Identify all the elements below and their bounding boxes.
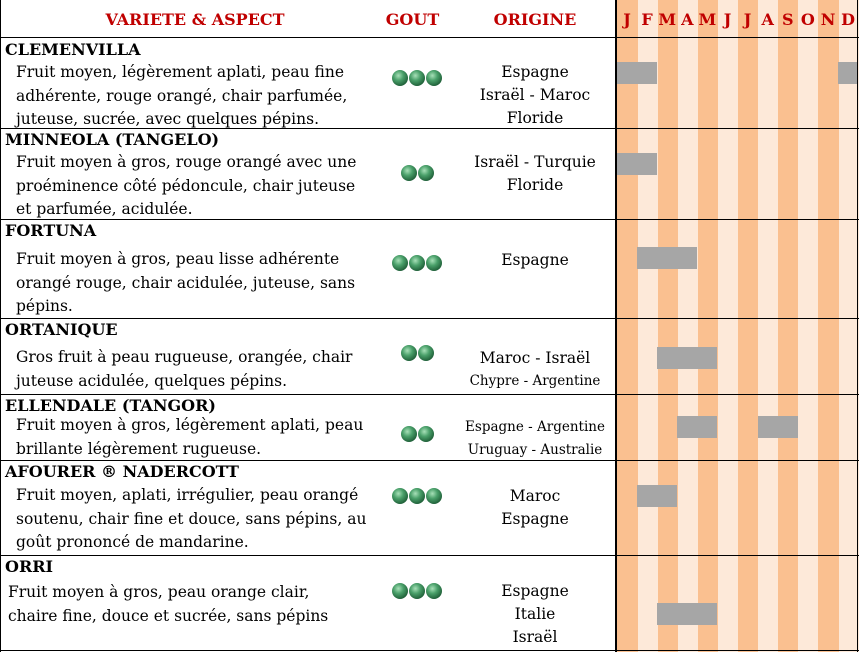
variety-description	[16, 414, 363, 461]
variety-origin	[455, 416, 615, 462]
taste-rating	[392, 70, 442, 86]
description-line: orangé rouge, chair acidulée, juteuse, sans	[16, 273, 356, 292]
header-origin: ORIGINE	[493, 10, 577, 29]
description-line: Fruit moyen à gros, peau orange clair,	[8, 583, 310, 601]
variety-name: ORTANIQUE	[5, 320, 118, 339]
origin-line: Espagne	[501, 251, 569, 269]
description-line: Fruit moyen, aplati, irrégulier, peau orangé	[16, 486, 359, 504]
variety-name: MINNEOLA (TANGELO)	[5, 130, 220, 149]
taste-rating	[392, 583, 442, 599]
season-bar	[617, 62, 657, 84]
origin-line: Israël	[512, 628, 558, 646]
description-line: brillante légèrement rugueuse.	[16, 439, 262, 458]
description-line: Fruit moyen, légèrement aplati, peau fine	[16, 63, 345, 81]
taste-dot-icon	[401, 165, 417, 181]
variety-name: ORRI	[5, 557, 54, 576]
taste-dot-icon	[392, 70, 408, 86]
description-line: proéminence côté pédoncule, chair juteuse	[16, 176, 356, 195]
description-line: et parfumée, acidulée.	[16, 200, 193, 218]
column-divider	[857, 0, 858, 652]
origin-line: Espagne	[501, 582, 569, 600]
description-line: juteuse, sucrée, avec quelques pépins.	[16, 110, 319, 128]
season-bar	[657, 603, 717, 625]
month-label-1: F	[641, 10, 653, 29]
taste-dot-icon	[426, 583, 442, 599]
description-line: pépins.	[16, 297, 73, 315]
column-divider	[615, 0, 617, 652]
variety-description	[16, 151, 356, 222]
origin-line: Uruguay - Australie	[467, 442, 603, 458]
season-bar	[657, 347, 717, 369]
description-line: goût prononcé de mandarine.	[16, 533, 249, 551]
taste-rating	[392, 488, 442, 504]
description-line: chaire fine, douce et sucrée, sans pépins	[8, 606, 329, 625]
origin-line: Espagne - Argentine	[465, 419, 605, 435]
taste-dot-icon	[392, 488, 408, 504]
description-line: Fruit moyen à gros, rouge orangé avec une	[16, 153, 357, 171]
row-divider	[0, 555, 859, 556]
row-divider	[0, 394, 859, 395]
taste-dot-icon	[426, 488, 442, 504]
taste-rating	[392, 255, 442, 271]
taste-dot-icon	[401, 426, 417, 442]
origin-line: Espagne	[501, 510, 569, 528]
description-line: Fruit moyen à gros, peau lisse adhérente	[16, 250, 340, 268]
description-line: adhérente, rouge orangé, chair parfumée,	[16, 86, 348, 105]
description-line: Gros fruit à peau rugueuse, orangée, chair	[16, 348, 353, 366]
month-label-8: S	[782, 10, 794, 29]
column-divider	[0, 0, 1, 652]
description-line: Fruit moyen à gros, légèrement aplati, peau	[16, 416, 364, 434]
description-line: soutenu, chair fine et douce, sans pépins, au	[16, 509, 367, 528]
taste-dot-icon	[401, 345, 417, 361]
taste-dot-icon	[426, 70, 442, 86]
origin-line: Floride	[506, 176, 564, 194]
taste-dot-icon	[409, 488, 425, 504]
variety-description	[16, 248, 355, 319]
month-label-2: M	[658, 10, 677, 29]
month-label-7: A	[761, 10, 774, 29]
origin-line: Espagne	[501, 63, 569, 81]
variety-name: FORTUNA	[5, 221, 97, 240]
origin-line: Maroc - Israël	[479, 349, 591, 367]
variety-origin	[455, 61, 615, 130]
taste-rating	[401, 345, 434, 361]
month-label-0: J	[623, 10, 631, 29]
origin-line: Italie	[514, 605, 556, 623]
month-label-3: A	[681, 10, 694, 29]
header-variety: VARIETE & ASPECT	[105, 10, 285, 29]
taste-dot-icon	[392, 583, 408, 599]
taste-dot-icon	[418, 165, 434, 181]
month-label-10: N	[820, 10, 836, 29]
variety-description	[16, 484, 366, 555]
variety-name: CLEMENVILLA	[5, 40, 141, 59]
taste-dot-icon	[418, 345, 434, 361]
variety-origin	[455, 485, 615, 531]
season-bar	[637, 247, 697, 269]
season-bar	[838, 62, 857, 84]
season-bar	[758, 416, 798, 438]
variety-description	[16, 61, 347, 132]
row-divider	[0, 650, 859, 651]
origin-line: Israël - Maroc	[479, 86, 591, 104]
month-label-4: M	[698, 10, 717, 29]
variety-origin	[455, 580, 615, 649]
variety-name: ELLENDALE (TANGOR)	[5, 396, 216, 415]
season-bar	[637, 485, 677, 507]
month-label-9: O	[800, 10, 815, 29]
month-label-5: J	[723, 10, 732, 29]
taste-rating	[401, 165, 434, 181]
taste-dot-icon	[409, 70, 425, 86]
season-bar	[617, 153, 657, 175]
row-divider	[0, 37, 859, 38]
origin-line: Floride	[506, 109, 564, 127]
header-taste: GOUT	[385, 10, 440, 29]
taste-dot-icon	[426, 255, 442, 271]
variety-origin	[455, 249, 615, 272]
season-bar	[677, 416, 717, 438]
origin-line: Maroc	[509, 487, 561, 505]
taste-dot-icon	[409, 255, 425, 271]
month-label-11: D	[841, 10, 856, 29]
variety-name: AFOURER ® NADERCOTT	[5, 462, 239, 481]
variety-description	[8, 581, 328, 628]
taste-rating	[401, 426, 434, 442]
description-line: juteuse acidulée, quelques pépins.	[16, 371, 288, 390]
variety-origin	[455, 347, 615, 393]
taste-dot-icon	[392, 255, 408, 271]
taste-dot-icon	[409, 583, 425, 599]
variety-origin	[455, 151, 615, 197]
taste-dot-icon	[418, 426, 434, 442]
origin-line: Chypre - Argentine	[469, 373, 601, 389]
month-label-6: J	[743, 10, 752, 29]
variety-description	[16, 346, 352, 393]
origin-line: Israël - Turquie	[474, 153, 596, 171]
